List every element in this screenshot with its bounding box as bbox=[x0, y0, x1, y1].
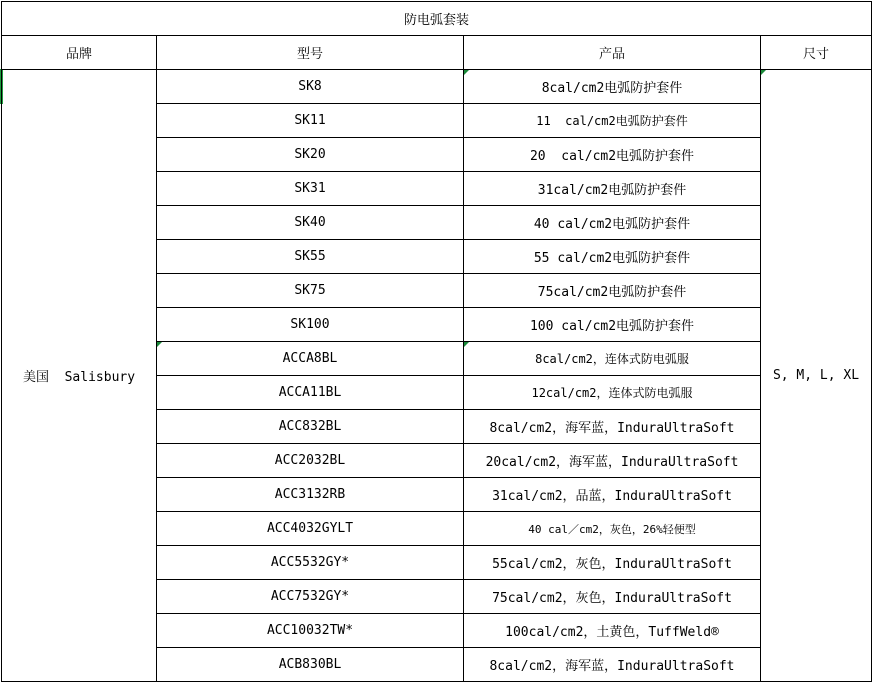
model-cell[interactable]: ACC4032GYLT bbox=[157, 512, 464, 546]
product-cell[interactable]: 100cal/cm2，土黄色，TuffWeld® bbox=[464, 614, 761, 648]
product-cell[interactable]: 55 cal/cm2电弧防护套件 bbox=[464, 240, 761, 274]
product-cell[interactable]: 8cal/cm2电弧防护套件 bbox=[464, 70, 761, 104]
product-table bbox=[1, 1, 872, 682]
product-cell[interactable]: 75cal/cm2，灰色，InduraUltraSoft bbox=[464, 580, 761, 614]
cell-indicator-icon bbox=[157, 342, 162, 347]
table-title[interactable]: 防电弧套装 bbox=[2, 2, 872, 36]
model-cell[interactable]: ACB830BL bbox=[157, 648, 464, 682]
model-cell[interactable]: ACCA8BL bbox=[157, 342, 464, 376]
model-cell[interactable]: ACC10032TW* bbox=[157, 614, 464, 648]
product-cell[interactable]: 20cal/cm2，海军蓝，InduraUltraSoft bbox=[464, 444, 761, 478]
product-cell[interactable]: 8cal/cm2，海军蓝，InduraUltraSoft bbox=[464, 648, 761, 682]
title-row bbox=[2, 2, 872, 36]
header-product[interactable]: 产品 bbox=[464, 36, 761, 70]
product-cell[interactable]: 8cal/cm2，海军蓝，InduraUltraSoft bbox=[464, 410, 761, 444]
product-cell[interactable]: 31cal/cm2，品蓝，InduraUltraSoft bbox=[464, 478, 761, 512]
model-cell[interactable]: ACC7532GY* bbox=[157, 580, 464, 614]
product-cell[interactable]: 100 cal/cm2电弧防护套件 bbox=[464, 308, 761, 342]
product-cell[interactable]: 55cal/cm2，灰色，InduraUltraSoft bbox=[464, 546, 761, 580]
model-cell[interactable]: ACC5532GY* bbox=[157, 546, 464, 580]
model-cell[interactable]: SK55 bbox=[157, 240, 464, 274]
model-cell[interactable]: SK40 bbox=[157, 206, 464, 240]
model-cell[interactable]: ACC3132RB bbox=[157, 478, 464, 512]
product-cell[interactable]: 31cal/cm2电弧防护套件 bbox=[464, 172, 761, 206]
brand-cell[interactable]: 美国 Salisbury bbox=[2, 70, 157, 682]
model-cell[interactable]: SK11 bbox=[157, 104, 464, 138]
header-brand[interactable]: 品牌 bbox=[2, 36, 157, 70]
model-cell[interactable]: SK31 bbox=[157, 172, 464, 206]
product-cell[interactable]: 12cal/cm2，连体式防电弧服 bbox=[464, 376, 761, 410]
product-cell[interactable]: 40 cal／cm2，灰色，26%轻便型 bbox=[464, 512, 761, 546]
product-cell[interactable]: 11 cal/cm2电弧防护套件 bbox=[464, 104, 761, 138]
header-size[interactable]: 尺寸 bbox=[761, 36, 872, 70]
model-cell[interactable]: ACC2032BL bbox=[157, 444, 464, 478]
model-cell[interactable]: SK100 bbox=[157, 308, 464, 342]
cell-indicator-icon bbox=[761, 70, 766, 75]
product-cell[interactable]: 75cal/cm2电弧防护套件 bbox=[464, 274, 761, 308]
cell-indicator-icon bbox=[464, 342, 469, 347]
header-model[interactable]: 型号 bbox=[157, 36, 464, 70]
model-cell[interactable]: ACC832BL bbox=[157, 410, 464, 444]
model-cell[interactable]: SK8 bbox=[157, 70, 464, 104]
model-cell[interactable]: SK75 bbox=[157, 274, 464, 308]
cell-indicator-icon bbox=[464, 70, 469, 75]
table-row bbox=[2, 70, 872, 104]
product-cell[interactable]: 20 cal/cm2电弧防护套件 bbox=[464, 138, 761, 172]
model-cell[interactable]: SK20 bbox=[157, 138, 464, 172]
product-cell[interactable]: 40 cal/cm2电弧防护套件 bbox=[464, 206, 761, 240]
model-cell[interactable]: ACCA11BL bbox=[157, 376, 464, 410]
size-cell[interactable]: S, M, L, XL bbox=[761, 70, 872, 682]
product-cell[interactable]: 8cal/cm2，连体式防电弧服 bbox=[464, 342, 761, 376]
header-row bbox=[2, 36, 872, 70]
